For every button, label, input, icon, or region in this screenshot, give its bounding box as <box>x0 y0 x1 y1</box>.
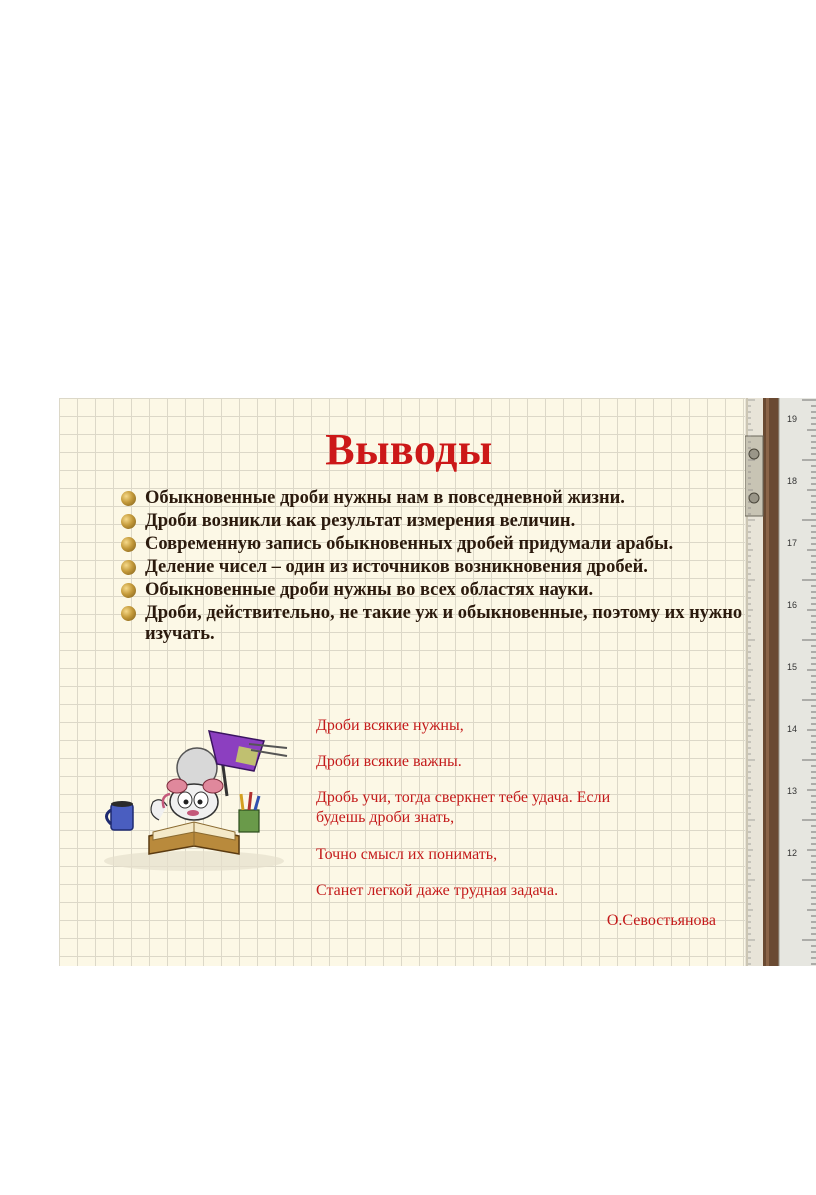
bullet-icon <box>121 560 136 575</box>
bullet-icon <box>121 583 136 598</box>
ruler-number: 17 <box>787 538 798 548</box>
list-item <box>121 488 746 509</box>
poem-author: О.Севостьянова <box>606 912 716 929</box>
bullet-icon <box>121 537 136 552</box>
list-item <box>121 534 746 555</box>
conclusions-list <box>121 488 746 647</box>
ruler-number: 15 <box>787 662 798 672</box>
poem-line: Дробь учи, тогда сверкнет тебе удача. Если <box>316 789 611 806</box>
slide <box>59 398 816 966</box>
list-item-text: Деление чисел – один из источников возникновения дробей. <box>145 557 648 577</box>
bullet-icon <box>121 514 136 529</box>
ruler-number: 14 <box>787 724 798 734</box>
list-item-text: Обыкновенные дроби нужны нам в повседневной жизни. <box>145 488 625 508</box>
poem-line: Точно смысл их понимать, <box>316 846 498 863</box>
list-item-text: Дроби возникли как результат измерения величин. <box>145 511 576 531</box>
ruler-number: 12 <box>787 848 798 858</box>
mug-icon <box>107 801 134 830</box>
clip-icon <box>745 436 763 516</box>
poem-line: Станет легкой даже трудная задача. <box>316 882 559 899</box>
list-item-text: Обыкновенные дроби нужны во всех областях науки. <box>145 580 594 600</box>
poem-line: Дроби всякие важны. <box>316 753 462 770</box>
poem-line: будешь дроби знать, <box>316 809 455 826</box>
list-item <box>121 557 746 578</box>
ruler-number: 16 <box>787 600 798 610</box>
ruler-number: 13 <box>787 786 798 796</box>
list-item <box>121 603 746 645</box>
slide-title: Выводы <box>325 425 493 474</box>
mascot-illustration <box>89 716 299 876</box>
bullet-icon <box>121 606 136 621</box>
ruler-decoration <box>745 398 816 966</box>
ruler-number: 18 <box>787 476 798 486</box>
poem-line: Дроби всякие нужны, <box>316 717 464 734</box>
ruler-number: 19 <box>787 414 798 424</box>
pencil-cup-icon <box>239 792 259 832</box>
list-item <box>121 511 746 532</box>
list-item <box>121 580 746 601</box>
list-item-text: Современную запись обыкновенных дробей придумали арабы. <box>145 534 674 554</box>
mouse-character <box>151 748 223 820</box>
book-icon <box>149 822 239 854</box>
bullet-icon <box>121 491 136 506</box>
list-item-text: Дроби, действительно, не такие уж и обыкновенные, поэтому их нужно изучать. <box>145 603 743 644</box>
